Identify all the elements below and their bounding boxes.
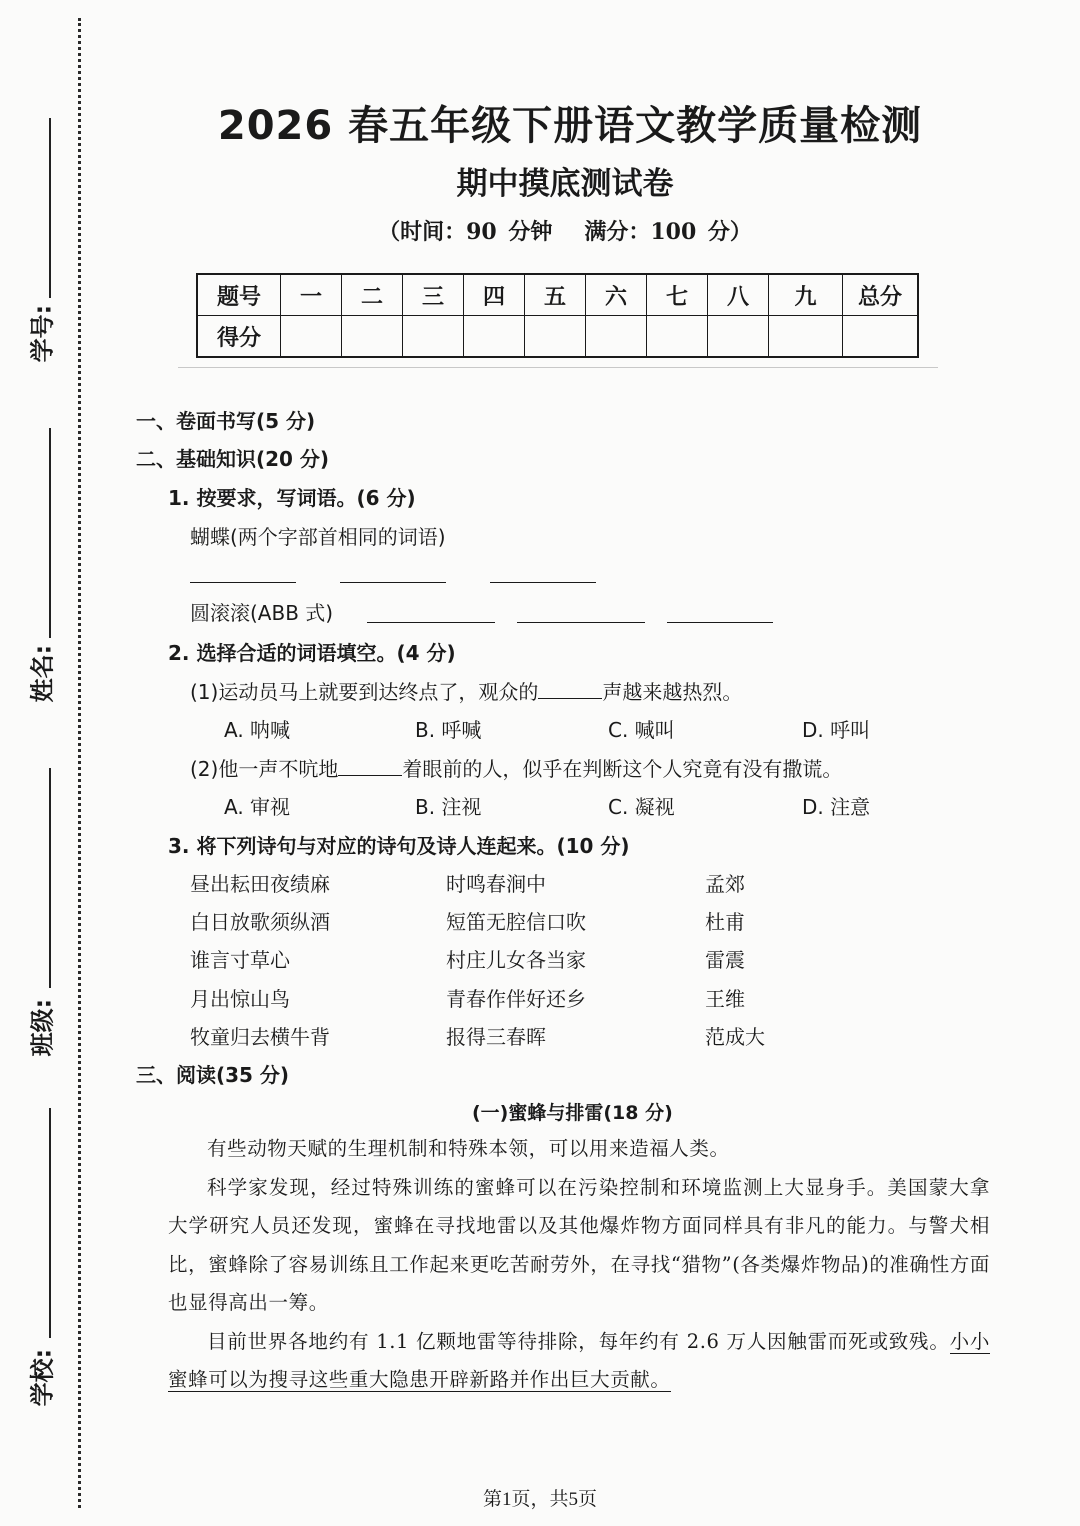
q2-s2-option-c[interactable]: C. 凝视 [608, 795, 675, 819]
q1-blank[interactable] [190, 582, 296, 583]
section-3-heading: 三、阅读(35 分) [136, 1063, 290, 1087]
poem-line-col1[interactable]: 牧童归去横牛背 [190, 1025, 330, 1049]
poet-name[interactable]: 雷震 [705, 948, 745, 972]
passage-paragraph-2: 科学家发现，经过特殊训练的蜜蜂可以在污染控制和环境监测上大显身手。美国蒙大拿大学研究人员还发现，蜜蜂在寻找地雷以及其他爆炸物方面同样具有非凡的能力。与警犬相比，蜜蜂除了容易训练且工作起来更吃苦耐劳外，在寻找“猎物”(各类爆炸物品)的准确性方面也显得高出一筹。 [168, 1175, 990, 1314]
q1-blank[interactable] [367, 622, 495, 623]
q1-blank[interactable] [517, 622, 645, 623]
score-table-cell: 八 [708, 274, 769, 316]
score-input-cell[interactable] [843, 316, 919, 358]
q2-s1-after: 声越来越热烈。 [602, 680, 743, 704]
score-table-cell: 二 [342, 274, 403, 316]
poet-name[interactable]: 王维 [705, 987, 745, 1011]
class-line [49, 768, 51, 988]
q2-s2-option-a[interactable]: A. 审视 [224, 795, 291, 819]
section-1-heading: 一、卷面书写(5 分) [136, 409, 316, 433]
reading-title: (一)蜜蜂与排雷(18 分) [472, 1102, 673, 1124]
score-table-cell: 四 [464, 274, 525, 316]
name-line [49, 428, 51, 638]
time-info [0, 215, 1080, 246]
school-line [49, 1108, 51, 1338]
q1-title: 1. 按要求，写词语。(6 分) [168, 486, 416, 510]
full-score: 满分：100 分） [584, 219, 752, 245]
score-input-cell[interactable] [403, 316, 464, 358]
q2-s1-option-a[interactable]: A. 呐喊 [224, 718, 291, 742]
q2-sentence-2 [190, 753, 842, 782]
score-input-cell[interactable] [525, 316, 586, 358]
q2-s2-blank[interactable] [338, 755, 402, 776]
page-number: 第1页，共5页 [482, 1489, 597, 1510]
score-row-label: 得分 [197, 316, 281, 358]
poem-line-col2[interactable]: 青春作伴好还乡 [446, 987, 586, 1011]
student-id-label: 学号: [28, 304, 57, 363]
score-input-cell[interactable] [647, 316, 708, 358]
table-shadow-line [178, 367, 938, 368]
score-input-cell[interactable] [708, 316, 769, 358]
q2-sentence-1 [190, 676, 742, 705]
poem-line-col1[interactable]: 月出惊山鸟 [190, 987, 290, 1011]
section-2-heading: 二、基础知识(20 分) [136, 447, 330, 471]
score-table [196, 273, 919, 358]
poem-line-col1[interactable]: 谁言寸草心 [190, 948, 290, 972]
passage-paragraph-3 [168, 1323, 990, 1400]
class-label: 班级: [28, 998, 57, 1057]
q2-s2-option-b[interactable]: B. 注视 [415, 795, 482, 819]
poem-line-col2[interactable]: 短笛无腔信口吹 [446, 910, 586, 934]
poem-line-col2[interactable]: 村庄儿女各当家 [446, 948, 586, 972]
q1-blank[interactable] [340, 582, 446, 583]
score-table-cell: 七 [647, 274, 708, 316]
q1-part-b: 圆滚滚(ABB 式) [190, 601, 334, 625]
score-table-cell: 总分 [843, 274, 919, 316]
poem-line-col1[interactable]: 昼出耘田夜绩麻 [190, 872, 330, 896]
score-table-cell: 六 [586, 274, 647, 316]
score-input-cell[interactable] [769, 316, 843, 358]
score-input-cell[interactable] [281, 316, 342, 358]
q3-title: 3. 将下列诗句与对应的诗句及诗人连起来。(10 分) [168, 834, 630, 858]
poet-name[interactable]: 杜甫 [705, 910, 745, 934]
score-input-cell[interactable] [342, 316, 403, 358]
score-table-header-row [197, 274, 918, 316]
q2-title: 2. 选择合适的词语填空。(4 分) [168, 641, 456, 665]
score-table-cell: 一 [281, 274, 342, 316]
poet-name[interactable]: 孟郊 [705, 872, 745, 896]
q2-s1-option-d[interactable]: D. 呼叫 [802, 718, 871, 742]
score-table-cell: 三 [403, 274, 464, 316]
poem-line-col1[interactable]: 白日放歌须纵酒 [190, 910, 330, 934]
poet-name[interactable]: 范成大 [705, 1025, 765, 1049]
q2-s1-option-b[interactable]: B. 呼喊 [415, 718, 482, 742]
q2-s1-option-c[interactable]: C. 喊叫 [608, 718, 675, 742]
underlined-sentence: 小小蜜蜂可以为搜寻这些重大隐患开辟新路并作出巨大贡献。 [168, 1329, 990, 1391]
poem-line-col2[interactable]: 报得三春晖 [446, 1025, 546, 1049]
exam-subtitle: 期中摸底测试卷 [456, 166, 674, 202]
q1-blank[interactable] [667, 622, 773, 623]
passage-paragraph-3-text: 目前世界各地约有 1.1 亿颗地雷等待排除，每年约有 2.6 万人因触雷而死或致残。 [207, 1329, 950, 1353]
q2-s1-blank[interactable] [538, 678, 602, 699]
q2-s1-before: (1)运动员马上就要到达终点了，观众的 [190, 680, 539, 704]
score-table-cell: 题号 [197, 274, 281, 316]
q2-s2-before: (2)他一声不吭地 [190, 757, 339, 781]
passage-paragraph-1: 有些动物天赋的生理机制和特殊本领，可以用来造福人类。 [207, 1137, 730, 1160]
poem-line-col2[interactable]: 时鸣春涧中 [446, 872, 546, 896]
time-limit: （时间：90 分钟 [378, 219, 553, 245]
score-input-cell[interactable] [464, 316, 525, 358]
q2-s2-option-d[interactable]: D. 注意 [802, 795, 871, 819]
score-input-cell[interactable] [586, 316, 647, 358]
score-table-cell: 五 [525, 274, 586, 316]
q1-part-a: 蝴蝶(两个字部首相同的词语) [190, 525, 446, 549]
name-label: 姓名: [28, 644, 57, 703]
school-label: 学校: [28, 1348, 57, 1407]
score-table-cell: 九 [769, 274, 843, 316]
exam-title: 2026 春五年级下册语文教学质量检测 [217, 103, 923, 149]
q2-s2-after: 着眼前的人，似乎在判断这个人究竟有没有撒谎。 [402, 757, 843, 781]
q1-blank[interactable] [490, 582, 596, 583]
reading-passage [168, 1130, 990, 1400]
score-table-score-row [197, 316, 918, 358]
